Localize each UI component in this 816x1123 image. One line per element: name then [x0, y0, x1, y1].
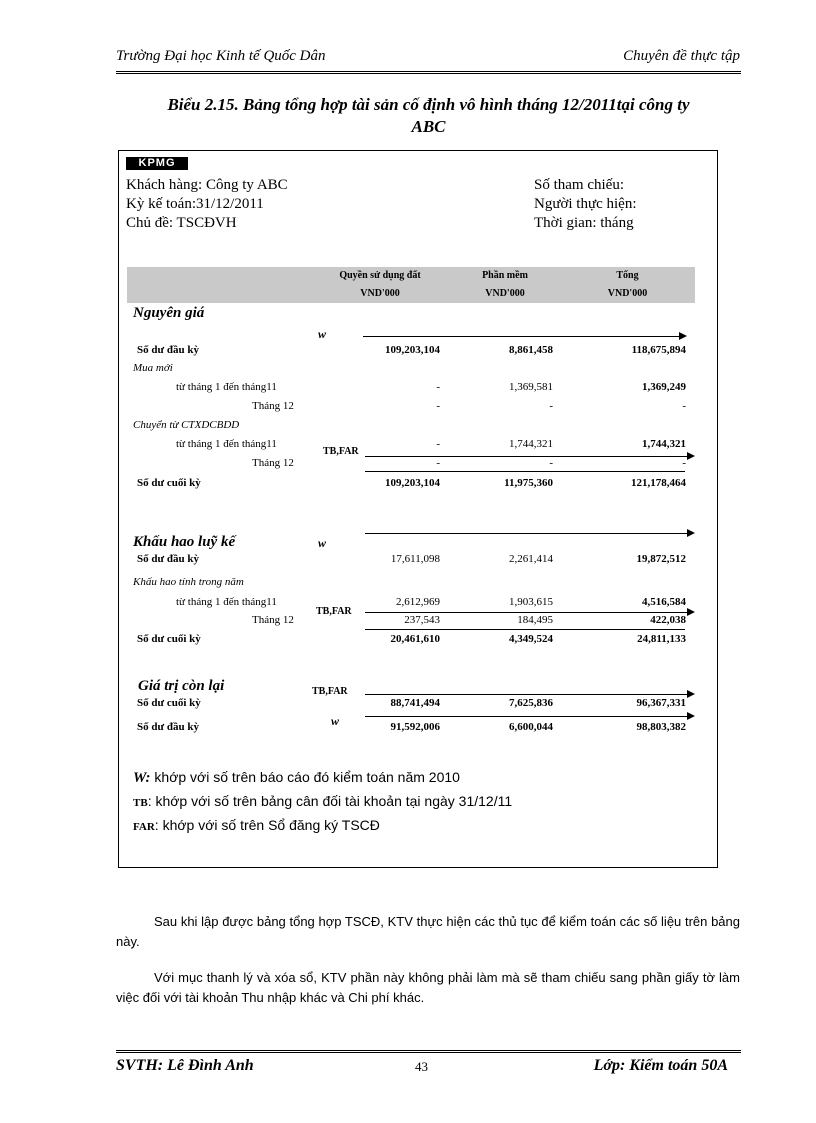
row-label: Tháng 12 [252, 400, 294, 412]
col-total-unit: VND'000 [607, 288, 648, 299]
cell-total: 422,038 [650, 614, 686, 626]
row-label: Tháng 12 [252, 457, 294, 469]
cell-total: 4,516,584 [642, 596, 686, 608]
tick-w: w [318, 327, 327, 341]
cell-software: 8,861,458 [509, 344, 553, 356]
cell-land: - [436, 438, 440, 450]
cell-total: 118,675,894 [631, 344, 686, 356]
subject-label: Chủ đề: TSCĐVH [126, 215, 237, 231]
cell-software: 2,261,414 [509, 553, 553, 565]
time-label: Thời gian: tháng [534, 215, 634, 231]
cell-land: - [436, 381, 440, 393]
working-paper-box [118, 150, 718, 868]
cell-software: - [549, 400, 553, 412]
cell-software: 4,349,524 [509, 633, 553, 645]
cell-land: 88,741,494 [390, 697, 440, 709]
cell-land: 17,611,098 [390, 553, 440, 565]
row-label: Số dư cuối kỳ [137, 633, 201, 645]
group-label-depreciation: Khấu hao tính trong năm [133, 576, 244, 588]
cell-software: 1,903,615 [509, 596, 553, 608]
cell-land: 109,203,104 [385, 477, 440, 489]
tick-arrow [365, 533, 693, 534]
tick-arrow [365, 694, 693, 695]
row-label: từ tháng 1 đến tháng11 [176, 381, 277, 393]
footer-divider [116, 1050, 741, 1053]
col-land-name: Quyền sử dụng đất [339, 270, 421, 281]
legend-w-text: khớp với số trên báo cáo đó kiểm toán năm 2010 [150, 769, 460, 785]
paragraph: Sau khi lập được bảng tổng hợp TSCĐ, KTV thực hiện các thủ tục để kiểm toán các số liệu trên bảng này. [116, 914, 740, 949]
cell-total: 24,811,133 [637, 633, 686, 645]
col-header-total [580, 269, 675, 301]
legend-far-key: FAR [133, 821, 155, 833]
legend-far [133, 817, 380, 833]
cell-software: 184,495 [517, 614, 553, 626]
tick-w: w [331, 714, 340, 728]
cell-land: - [436, 400, 440, 412]
cell-software: - [549, 457, 553, 469]
kpmg-logo: KPMG [126, 157, 188, 170]
preparer-label: Người thực hiện: [534, 196, 637, 212]
cell-total: - [682, 400, 686, 412]
tick-tb-far: TB,FAR [323, 446, 359, 457]
col-header-land [310, 269, 450, 301]
header-divider [116, 71, 741, 74]
row-label: Số dư cuối kỳ [137, 697, 201, 709]
cell-software: 11,975,360 [504, 477, 553, 489]
tick-arrow [365, 612, 693, 613]
tick-tb-far: TB,FAR [312, 686, 348, 697]
reference-label: Số tham chiếu: [534, 177, 624, 193]
period-label: Kỳ kế toán:31/12/2011 [126, 196, 264, 212]
legend-tb [133, 793, 512, 809]
group-label-transfer: Chuyển từ CTXDCBDD [133, 419, 240, 431]
cell-total: 121,178,464 [631, 477, 686, 489]
cell-total: 1,369,249 [642, 381, 686, 393]
legend-tb-key: TB [133, 797, 148, 809]
legend-w-key: W: [133, 770, 151, 786]
group-label-new: Mua mới [133, 362, 173, 374]
col-land-unit: VND'000 [360, 288, 400, 299]
subtotal-underline [365, 629, 685, 630]
cell-land: 237,543 [404, 614, 440, 626]
cell-land: 109,203,104 [385, 344, 440, 356]
page-number: 43 [415, 1059, 428, 1074]
cell-total: 1,744,321 [642, 438, 686, 450]
cell-land: 2,612,969 [396, 596, 440, 608]
section-cost-title: Nguyên giá [133, 305, 205, 321]
cell-land: - [436, 457, 440, 469]
row-label: Tháng 12 [252, 614, 294, 626]
page-title [116, 94, 741, 138]
client-label: Khách hàng: Công ty ABC [126, 177, 288, 193]
footer-student: SVTH: Lê Đình Anh [116, 1057, 254, 1074]
row-label: Số dư đầu kỳ [137, 721, 199, 733]
legend-far-text: : khớp với số trên Sổ đăng ký TSCĐ [154, 817, 380, 833]
col-total-name: Tổng [616, 270, 639, 281]
cell-total: 19,872,512 [636, 553, 686, 565]
cell-land: 20,461,610 [390, 633, 440, 645]
row-label: Số dư đầu kỳ [137, 553, 199, 565]
row-label: từ tháng 1 đến tháng11 [176, 438, 277, 450]
cell-software: 1,369,581 [509, 381, 553, 393]
title-line-2: ABC [411, 117, 446, 136]
tick-w: w [318, 536, 327, 550]
tick-tb-far: TB,FAR [316, 606, 352, 617]
header-doc-type: Chuyên đề thực tập [623, 48, 740, 64]
cell-software: 6,600,044 [509, 721, 553, 733]
legend-w [133, 769, 460, 787]
cell-total: 98,803,382 [636, 721, 686, 733]
footer-class: Lớp: Kiểm toán 50A [593, 1057, 728, 1074]
header-school: Trường Đại học Kinh tế Quốc Dân [116, 48, 326, 64]
subtotal-underline [365, 471, 685, 472]
legend-tb-text: : khớp với số trên bảng cân đối tài khoản tại ngày 31/12/11 [147, 793, 513, 809]
col-software-unit: VND'000 [485, 288, 525, 299]
tick-arrow [363, 336, 685, 337]
col-software-name: Phần mềm [482, 270, 528, 281]
row-label: từ tháng 1 đến tháng11 [176, 596, 277, 608]
cell-total: - [682, 457, 686, 469]
paragraph: Với mục thanh lý và xóa sổ, KTV phần này không phải làm mà sẽ tham chiếu sang phần giấy tờ làm việc đối với tài khoản Thu nhập khác và Chi phí khác. [116, 970, 740, 1005]
cell-software: 1,744,321 [509, 438, 553, 450]
cell-total: 96,367,331 [636, 697, 686, 709]
col-header-software [455, 269, 555, 301]
tick-arrow [365, 716, 693, 717]
cell-land: 91,592,006 [390, 721, 440, 733]
section-depreciation-title: Khấu hao luỹ kế [133, 534, 236, 550]
row-label: Số dư đầu kỳ [137, 344, 199, 356]
row-label: Số dư cuối kỳ [137, 477, 201, 489]
title-line-1: Biểu 2.15. Bảng tổng hợp tài sản cố định vô hình tháng 12/2011tại công ty [167, 95, 690, 114]
section-net-value-title: Giá trị còn lại [138, 678, 225, 694]
cell-software: 7,625,836 [509, 697, 553, 709]
